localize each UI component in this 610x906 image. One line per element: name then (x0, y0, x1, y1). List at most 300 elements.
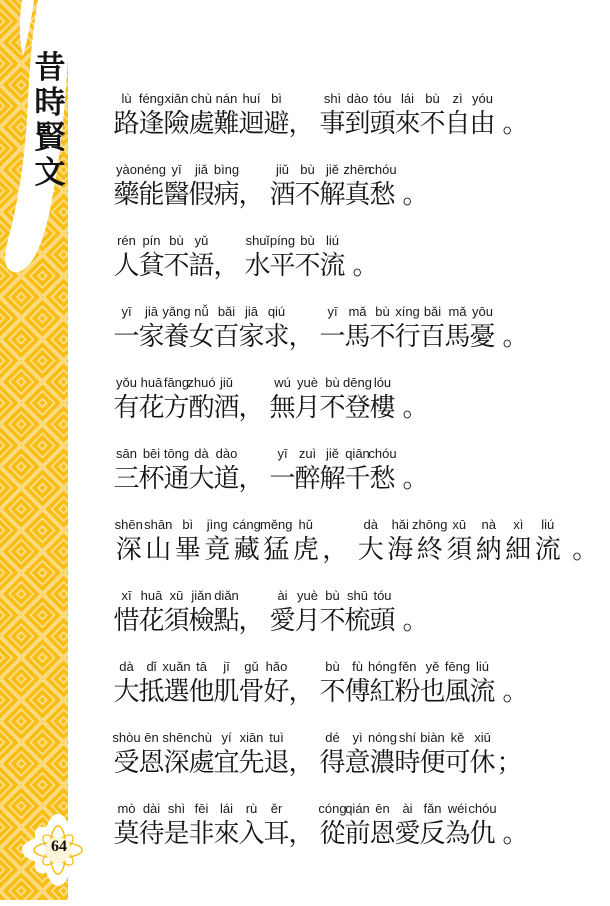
char-unit (214, 729, 239, 779)
pinyin-label: xī (121, 588, 132, 603)
char-unit (445, 516, 475, 566)
hanzi-char: 大 (113, 677, 140, 706)
hanzi-char: 大 (357, 535, 384, 564)
char-unit (370, 445, 395, 495)
hanzi-char: 反 (419, 819, 446, 848)
pinyin-label: dào (346, 91, 369, 106)
hanzi-char: 不 (319, 606, 346, 635)
char-unit (320, 303, 345, 353)
char-unit (370, 658, 395, 708)
char-unit (504, 516, 534, 566)
char-unit (503, 800, 528, 850)
hanzi-char: 無 (269, 393, 296, 422)
hanzi-char: 不 (294, 180, 321, 209)
char-unit (164, 90, 189, 140)
char-unit (370, 587, 395, 637)
char-unit (139, 658, 164, 708)
pinyin-label: yào (116, 162, 137, 177)
pinyin-label: liú (541, 517, 555, 532)
char-unit (289, 90, 314, 140)
pinyin-label: hǎo (265, 659, 288, 674)
hanzi-char: 酒 (269, 180, 296, 209)
char-unit (356, 516, 386, 566)
hanzi-char: ， (213, 251, 240, 280)
hanzi-char: 愁 (369, 180, 396, 209)
char-unit (270, 587, 295, 637)
pinyin-label: dé (325, 730, 340, 745)
hanzi-char: 一 (269, 464, 296, 493)
char-unit (289, 658, 314, 708)
pinyin-label: mǎ (448, 304, 467, 319)
hanzi-char: 解 (319, 464, 346, 493)
char-unit (420, 303, 445, 353)
char-unit (270, 232, 295, 282)
hanzi-char: 來 (394, 109, 421, 138)
pinyin-label: liú (475, 659, 489, 674)
hanzi-char: 流 (469, 677, 496, 706)
char-unit (139, 90, 164, 140)
hanzi-char: 女 (188, 322, 215, 351)
hanzi-char: 處 (188, 748, 215, 777)
char-unit (420, 729, 445, 779)
pinyin-label: yuè (297, 375, 318, 390)
book-title-vertical: 昔時賢文 (34, 50, 66, 190)
hanzi-char: ， (288, 819, 315, 848)
pinyin-label: dǐ (146, 659, 157, 674)
char-unit (295, 445, 320, 495)
hanzi-char: ， (322, 535, 349, 564)
pinyin-label: shuǐ (245, 233, 270, 248)
pinyin-label: tuì (269, 730, 284, 745)
hanzi-char: 抵 (138, 677, 165, 706)
hanzi-char: 可 (444, 748, 471, 777)
hanzi-char: 為 (444, 819, 471, 848)
pinyin-label: xiān (239, 730, 264, 745)
char-unit (321, 516, 351, 566)
char-unit (320, 658, 345, 708)
hanzi-char: 山 (145, 535, 172, 564)
pinyin-label: měng (259, 517, 293, 532)
hanzi-char: 由 (469, 109, 496, 138)
hanzi-char: 有 (113, 393, 140, 422)
hanzi-char: 傅 (344, 677, 371, 706)
char-unit (320, 161, 345, 211)
hanzi-char: 避 (263, 109, 290, 138)
hanzi-char: 骨 (238, 677, 265, 706)
char-unit (114, 658, 139, 708)
char-unit (239, 800, 264, 850)
pinyin-label: nóng (368, 730, 397, 745)
pinyin-label: fēng (444, 659, 471, 674)
char-unit (370, 729, 395, 779)
pinyin-label: shì (323, 91, 342, 106)
text-line (114, 232, 606, 282)
pinyin-label: chóu (368, 446, 397, 461)
pinyin-label: xuǎn (162, 659, 191, 674)
char-unit (295, 374, 320, 424)
char-unit (320, 90, 345, 140)
hanzi-char: 肌 (213, 677, 240, 706)
pinyin-label: tōng (163, 446, 190, 461)
hanzi-char: 意 (344, 748, 371, 777)
char-unit (345, 800, 370, 850)
pinyin-label: ēn (144, 730, 159, 745)
pinyin-label: fěn (398, 659, 417, 674)
char-unit (445, 90, 470, 140)
pinyin-label: xì (513, 517, 524, 532)
pinyin-label: jiě (325, 446, 339, 461)
pinyin-label: dà (194, 446, 209, 461)
pinyin-label: hǎi (391, 517, 409, 532)
pinyin-label: xū (452, 517, 467, 532)
pinyin-label: pín (142, 233, 161, 248)
char-unit (270, 374, 295, 424)
char-unit (139, 587, 164, 637)
text-line (114, 161, 606, 211)
hanzi-char: 也 (419, 677, 446, 706)
char-unit (295, 161, 320, 211)
char-unit (403, 374, 428, 424)
hanzi-char: 道 (213, 464, 240, 493)
char-unit (470, 729, 495, 779)
hanzi-char: 百 (419, 322, 446, 351)
hanzi-char: 樓 (369, 393, 396, 422)
char-unit (114, 516, 144, 566)
pinyin-label: nǚ (194, 304, 209, 319)
hanzi-char: 休 (469, 748, 496, 777)
char-unit (189, 729, 214, 779)
hanzi-char: 登 (344, 393, 371, 422)
pinyin-label: zì (452, 91, 463, 106)
char-unit (295, 587, 320, 637)
char-unit (470, 303, 495, 353)
char-unit (370, 374, 395, 424)
char-unit (214, 800, 239, 850)
char-unit (164, 374, 189, 424)
hanzi-char: 梳 (344, 606, 371, 635)
hanzi-char: 須 (163, 606, 190, 635)
hanzi-char: ， (238, 606, 265, 635)
char-unit (345, 729, 370, 779)
char-unit (189, 587, 214, 637)
pinyin-label: mǎ (348, 304, 367, 319)
pinyin-label: yǎng (162, 304, 191, 319)
hanzi-char: ， (288, 322, 315, 351)
hanzi-char: 一 (319, 322, 346, 351)
hanzi-char: 行 (394, 322, 421, 351)
hanzi-char: 不 (294, 251, 321, 280)
hanzi-char: ， (238, 180, 265, 209)
pinyin-label: sān (116, 446, 137, 461)
hanzi-char: 。 (402, 393, 429, 422)
hanzi-char: 平 (269, 251, 296, 280)
char-unit (470, 90, 495, 140)
char-unit (214, 303, 239, 353)
char-unit (139, 445, 164, 495)
pinyin-label: bì (271, 91, 282, 106)
char-unit (114, 374, 139, 424)
char-unit (239, 445, 264, 495)
hanzi-char: 深 (163, 748, 190, 777)
hanzi-char: 不 (369, 322, 396, 351)
char-unit (503, 90, 528, 140)
hanzi-char: 不 (419, 109, 446, 138)
char-unit (189, 90, 214, 140)
pinyin-label: tóu (373, 91, 392, 106)
hanzi-char: 來 (213, 819, 240, 848)
pinyin-label: xíng (395, 304, 420, 319)
char-unit (395, 90, 420, 140)
char-unit (114, 232, 139, 282)
hanzi-char: 濃 (369, 748, 396, 777)
pinyin-label: bù (325, 588, 340, 603)
pinyin-label: zhēn (343, 162, 372, 177)
char-unit (289, 729, 314, 779)
pinyin-label: yuè (297, 588, 318, 603)
pinyin-label: cóng (318, 801, 347, 816)
pinyin-label: bù (300, 233, 315, 248)
hanzi-char: 愛 (394, 819, 421, 848)
pinyin-label: bù (325, 375, 340, 390)
char-unit (291, 516, 321, 566)
hanzi-char: 。 (572, 535, 599, 564)
hanzi-char: 養 (163, 322, 190, 351)
text-line (114, 445, 606, 495)
pinyin-label: yì (352, 730, 363, 745)
char-unit (264, 800, 289, 850)
char-unit (403, 587, 428, 637)
hanzi-char: 待 (138, 819, 165, 848)
hanzi-char: 能 (138, 180, 165, 209)
pinyin-label: yǒu (116, 375, 137, 390)
hanzi-char: ， (238, 393, 265, 422)
pinyin-label: dà (119, 659, 134, 674)
char-unit (412, 516, 448, 566)
char-unit (320, 800, 345, 850)
pinyin-label: chù (191, 730, 212, 745)
hanzi-char: 從 (319, 819, 346, 848)
pinyin-label: yī (121, 304, 132, 319)
pinyin-label: shān (144, 517, 173, 532)
pinyin-label: chóu (468, 801, 497, 816)
hanzi-char: 流 (534, 535, 561, 564)
char-unit (114, 90, 139, 140)
char-unit (403, 445, 428, 495)
hanzi-char: 猛 (263, 535, 290, 564)
hanzi-char: 頭 (369, 109, 396, 138)
char-unit (139, 303, 164, 353)
hanzi-char: 到 (344, 109, 371, 138)
hanzi-char: 。 (352, 251, 379, 280)
hanzi-char: 醫 (163, 180, 190, 209)
char-unit (239, 161, 264, 211)
hanzi-char: 酒 (213, 393, 240, 422)
hanzi-char: 自 (444, 109, 471, 138)
char-unit (245, 232, 270, 282)
char-unit (214, 374, 239, 424)
char-unit (239, 658, 264, 708)
pinyin-label: shēn (162, 730, 191, 745)
hanzi-char: 事 (319, 109, 346, 138)
char-unit (503, 303, 528, 353)
char-unit (445, 729, 470, 779)
pinyin-label: jiǎ (194, 162, 208, 177)
char-unit (395, 303, 420, 353)
char-unit (386, 516, 416, 566)
char-unit (345, 587, 370, 637)
char-unit (395, 800, 420, 850)
char-unit (139, 800, 164, 850)
pinyin-label: huí (242, 91, 261, 106)
hanzi-char: 不 (163, 251, 190, 280)
char-unit (214, 658, 239, 708)
hanzi-char: 恩 (369, 819, 396, 848)
char-unit (370, 800, 395, 850)
pinyin-label: néng (137, 162, 166, 177)
pinyin-label: qiú (267, 304, 286, 319)
pinyin-label: bù (300, 162, 315, 177)
pinyin-label: yī (277, 446, 288, 461)
hanzi-char: 。 (502, 819, 529, 848)
pinyin-label: bù (169, 233, 184, 248)
hanzi-char: 他 (188, 677, 215, 706)
char-unit (289, 800, 314, 850)
char-unit (345, 374, 370, 424)
pinyin-label: yí (221, 730, 232, 745)
hanzi-char: 病 (213, 180, 240, 209)
char-unit (114, 303, 139, 353)
pinyin-label: cáng (232, 517, 261, 532)
char-unit (497, 729, 522, 779)
pinyin-label: jìng (206, 517, 228, 532)
char-unit (470, 800, 495, 850)
hanzi-char: 便 (419, 748, 446, 777)
char-unit (474, 516, 504, 566)
char-unit (214, 161, 239, 211)
char-unit (139, 729, 164, 779)
hanzi-char: 愁 (369, 464, 396, 493)
pinyin-label: tā (196, 659, 207, 674)
pinyin-label: jiǎn (191, 588, 212, 603)
char-unit (289, 303, 314, 353)
hanzi-char: 受 (113, 748, 140, 777)
char-unit (239, 729, 264, 779)
hanzi-char: 莫 (113, 819, 140, 848)
hanzi-char: 千 (344, 464, 371, 493)
hanzi-char: 風 (444, 677, 471, 706)
char-unit (139, 232, 164, 282)
pinyin-label: fù (352, 659, 363, 674)
hanzi-char: 馬 (444, 322, 471, 351)
pinyin-label: dēng (343, 375, 372, 390)
pinyin-label: féng (138, 91, 165, 106)
hanzi-char: 好 (263, 677, 290, 706)
hanzi-char: 得 (319, 748, 346, 777)
hanzi-char: 點 (213, 606, 240, 635)
pinyin-label: fēi (194, 801, 209, 816)
char-unit (189, 161, 214, 211)
char-unit (420, 90, 445, 140)
char-unit (264, 729, 289, 779)
pinyin-label: yī (171, 162, 182, 177)
hanzi-char: 解 (319, 180, 346, 209)
pinyin-label: yī (327, 304, 338, 319)
hanzi-char: 。 (402, 180, 429, 209)
pinyin-label: bù (375, 304, 390, 319)
char-unit (189, 445, 214, 495)
pinyin-label: hóng (368, 659, 397, 674)
char-unit (214, 445, 239, 495)
hanzi-char: 醉 (294, 464, 321, 493)
char-unit (164, 445, 189, 495)
char-unit (533, 516, 563, 566)
char-unit (114, 800, 139, 850)
text-line (114, 729, 606, 779)
pinyin-label: bù (325, 659, 340, 674)
pinyin-label: lóu (373, 375, 392, 390)
pinyin-label: huā (140, 375, 163, 390)
pinyin-label: ài (402, 801, 413, 816)
char-unit (295, 232, 320, 282)
pinyin-label: liú (325, 233, 339, 248)
char-unit (239, 374, 264, 424)
char-unit (445, 800, 470, 850)
hanzi-char: 退 (263, 748, 290, 777)
hanzi-char: 仇 (469, 819, 496, 848)
text-line (114, 303, 606, 353)
pinyin-label: qián (345, 801, 370, 816)
hanzi-char: 納 (475, 535, 502, 564)
hanzi-char: 月 (294, 393, 321, 422)
text-line (114, 516, 606, 566)
char-unit (232, 516, 262, 566)
hanzi-char: 時 (394, 748, 421, 777)
hanzi-char: 方 (163, 393, 190, 422)
char-unit (164, 800, 189, 850)
hanzi-char: 語 (188, 251, 215, 280)
pinyin-label: fǎn (423, 801, 442, 816)
hanzi-char: 檢 (188, 606, 215, 635)
pinyin-label: gǔ (244, 659, 259, 674)
hanzi-char: 難 (213, 109, 240, 138)
char-unit (264, 90, 289, 140)
hanzi-char: 惜 (113, 606, 140, 635)
hanzi-char: 杯 (138, 464, 165, 493)
pinyin-label: biàn (420, 730, 445, 745)
hanzi-char: 畢 (174, 535, 201, 564)
pinyin-label: kě (450, 730, 465, 745)
hanzi-char: 險 (163, 109, 190, 138)
hanzi-char: 須 (446, 535, 473, 564)
hanzi-char: 花 (138, 393, 165, 422)
hanzi-char: 。 (402, 606, 429, 635)
char-unit (503, 658, 528, 708)
hanzi-char: 藥 (113, 180, 140, 209)
pinyin-label: xiǎn (164, 91, 189, 106)
hanzi-char: 路 (113, 109, 140, 138)
char-unit (114, 729, 139, 779)
text-line (114, 587, 606, 637)
hanzi-char: ； (496, 748, 523, 777)
char-unit (403, 161, 428, 211)
char-unit (203, 516, 233, 566)
char-unit (114, 445, 139, 495)
char-unit (345, 658, 370, 708)
char-unit (370, 303, 395, 353)
text-line (114, 374, 606, 424)
pinyin-label: mò (117, 801, 136, 816)
pinyin-label: rén (117, 233, 136, 248)
